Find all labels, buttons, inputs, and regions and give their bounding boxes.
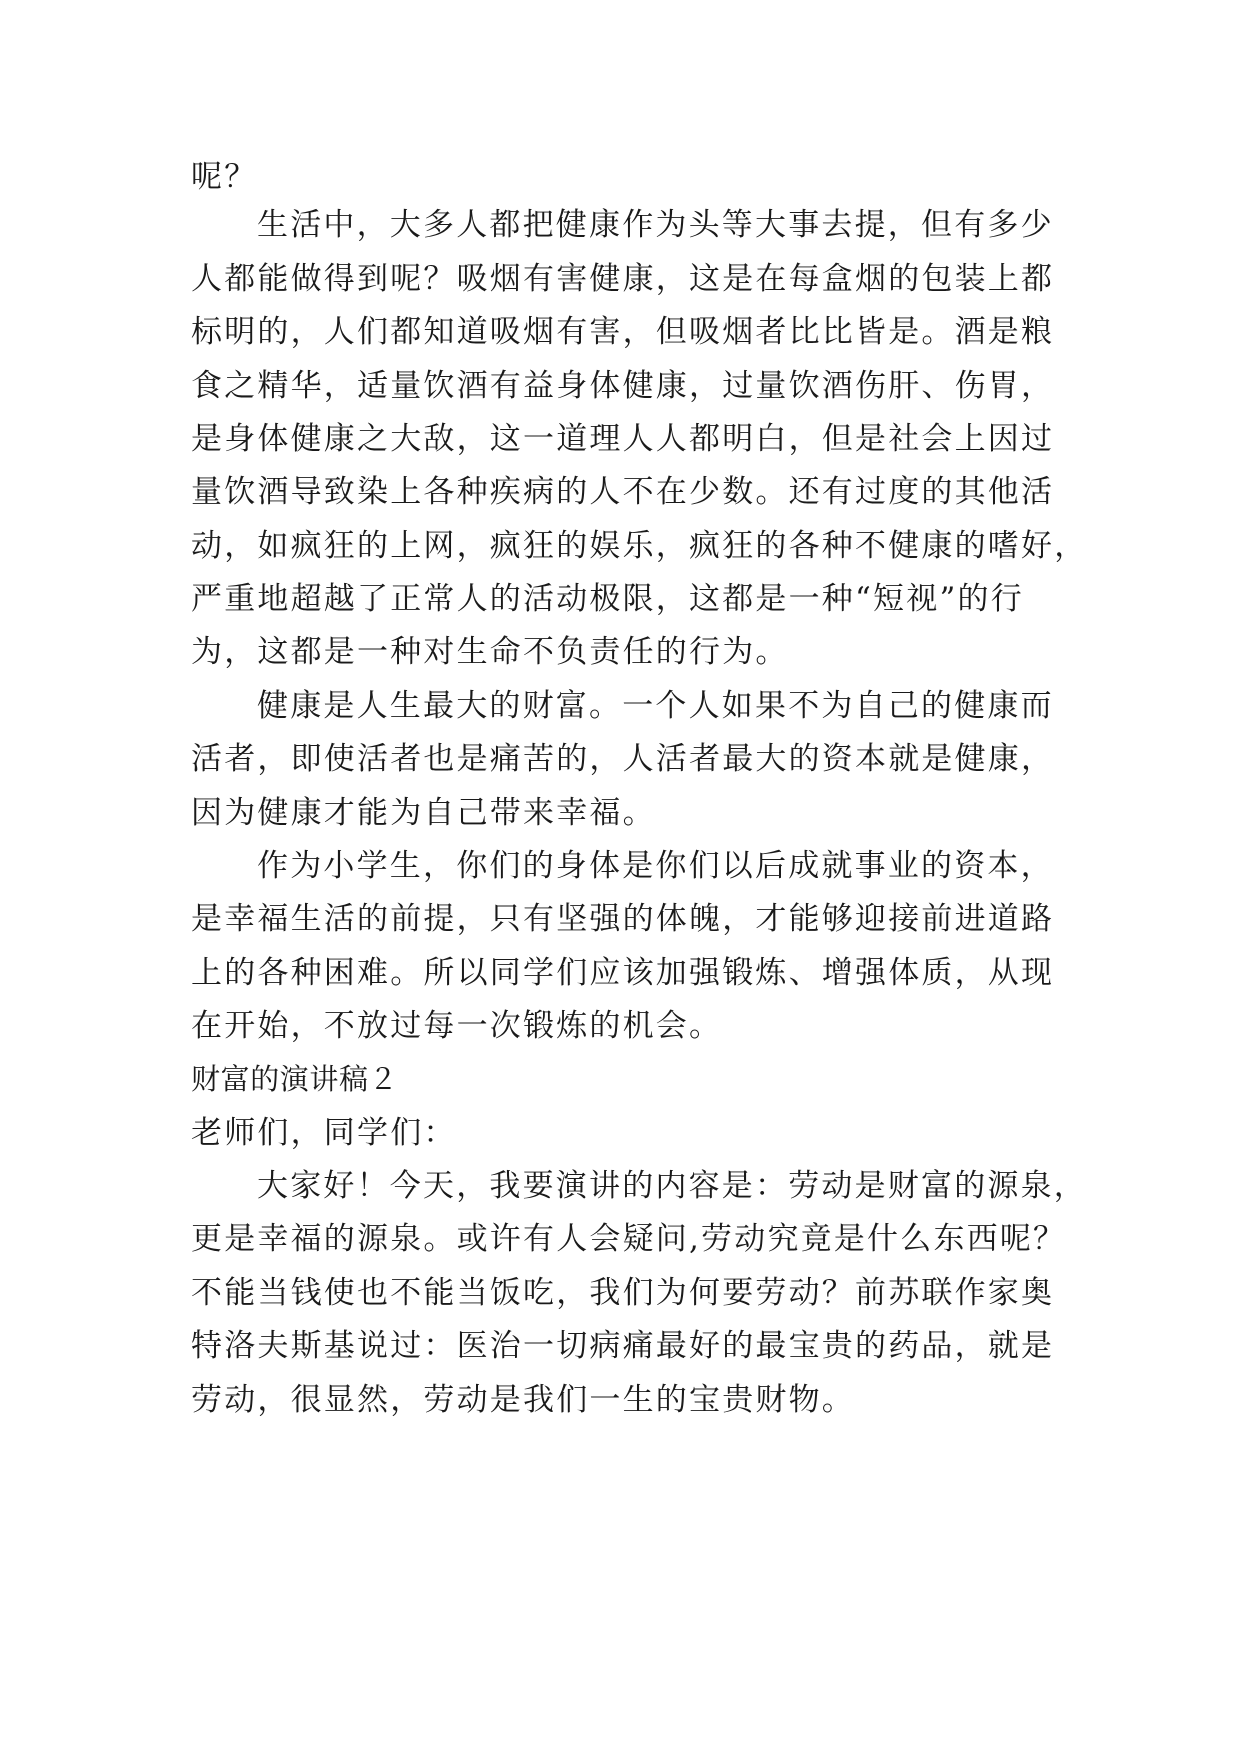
paragraph-first-line: 生活中，大多人都把健康作为头等大事去提，但有多少 xyxy=(257,207,1054,243)
salutation: 老师们，同学们： xyxy=(191,1115,457,1151)
text-line: 是身体健康之大敌，这一道理人人都明白，但是社会上因过 xyxy=(191,421,1055,457)
text-line: 食之精华，适量饮酒有益身体健康，过量饮酒伤肝、伤胃， xyxy=(191,368,1055,404)
text-line: 特洛夫斯基说过：医治一切病痛最好的最宝贵的药品，就是 xyxy=(191,1328,1055,1364)
text-line: 不能当钱使也不能当饭吃，我们为何要劳动？前苏联作家奥 xyxy=(191,1275,1055,1311)
text-line: 因为健康才能为自己带来幸福。 xyxy=(191,795,656,831)
paragraph-first-line: 大家好！今天，我要演讲的内容是：劳动是财富的源泉， xyxy=(257,1168,1087,1204)
text-line: 活者，即使活者也是痛苦的，人活者最大的资本就是健康， xyxy=(191,741,1055,777)
text-line: 人都能做得到呢？吸烟有害健康，这是在每盒烟的包装上都 xyxy=(191,261,1055,297)
text-line: 是幸福生活的前提，只有坚强的体魄，才能够迎接前进道路 xyxy=(191,901,1055,937)
text-line: 上的各种困难。所以同学们应该加强锻炼、增强体质，从现 xyxy=(191,955,1055,991)
text-line: 标明的，人们都知道吸烟有害，但吸烟者比比皆是。酒是粮 xyxy=(191,314,1055,350)
text-line: 呢？ xyxy=(191,159,258,195)
text-line: 量饮酒导致染上各种疾病的人不在少数。还有过度的其他活 xyxy=(191,474,1055,510)
text-line: 更是幸福的源泉。或许有人会疑问,劳动究竟是什么东西呢？ xyxy=(191,1221,1067,1257)
text-line: 动，如疯狂的上网，疯狂的娱乐，疯狂的各种不健康的嗜好， xyxy=(191,528,1088,564)
paragraph-first-line: 作为小学生，你们的身体是你们以后成就事业的资本， xyxy=(257,848,1054,884)
text-line: 在开始，不放过每一次锻炼的机会。 xyxy=(191,1008,723,1044)
text-line: 为，这都是一种对生命不负责任的行为。 xyxy=(191,634,789,670)
paragraph-first-line: 健康是人生最大的财富。一个人如果不为自己的健康而 xyxy=(257,688,1054,724)
section-heading: 财富的演讲稿２ xyxy=(191,1062,399,1096)
text-line: 严重地超越了正常人的活动极限，这都是一种“短视”的行 xyxy=(191,581,1024,617)
text-line: 劳动，很显然，劳动是我们一生的宝贵财物。 xyxy=(191,1382,855,1418)
